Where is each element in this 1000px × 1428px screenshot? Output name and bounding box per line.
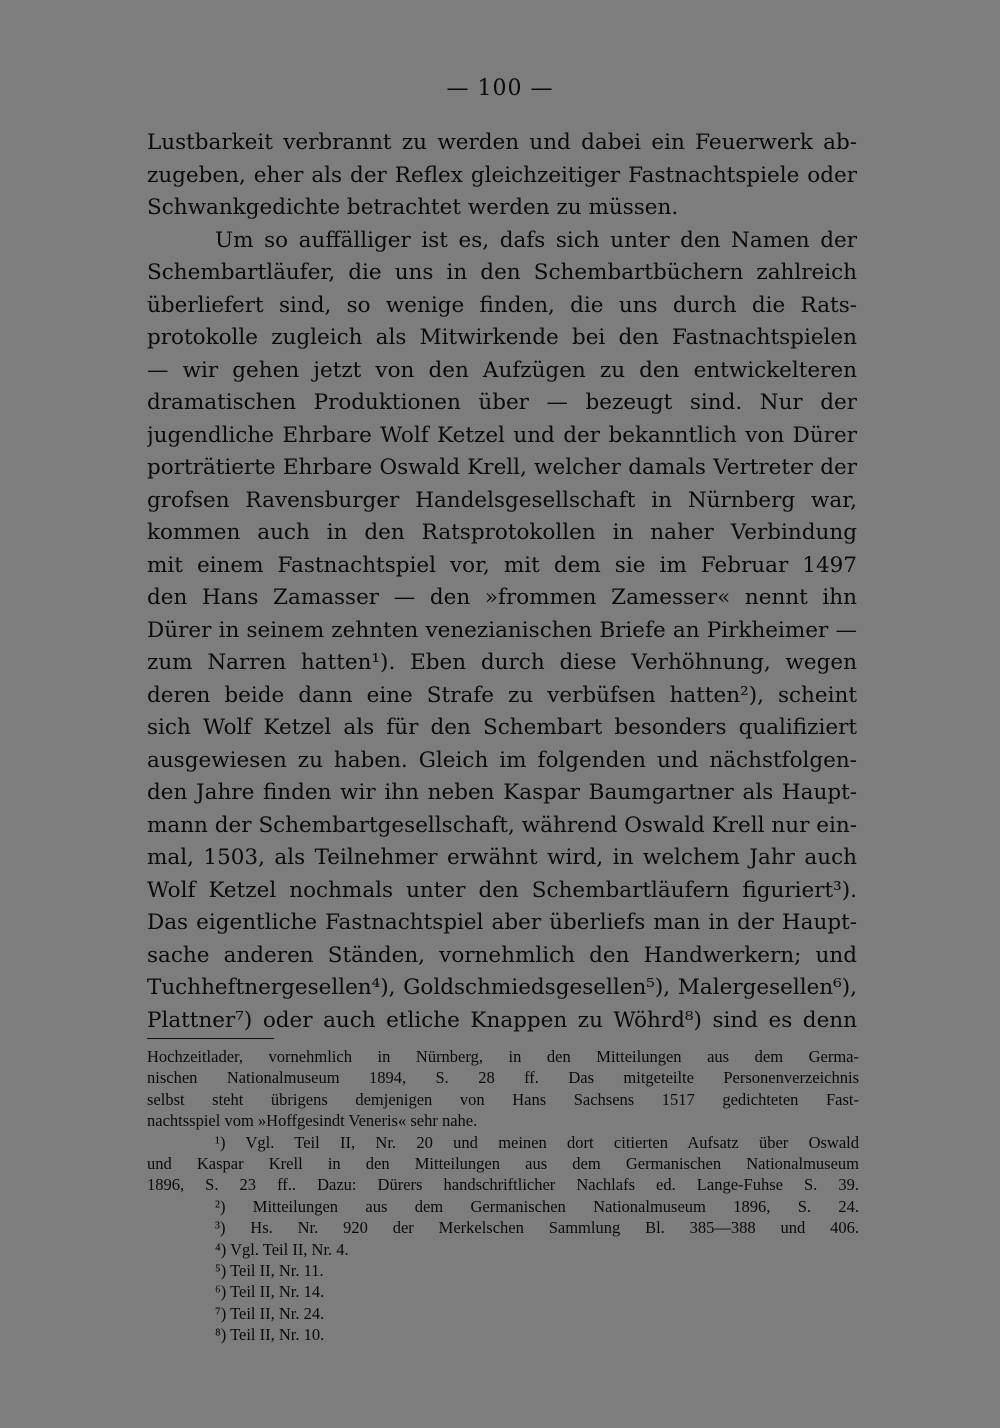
text-line: ausgewiesen zu haben. Gleich im folgenden und nächstfolgen- (147, 747, 857, 773)
footnote-7: ⁷) Teil II, Nr. 24. (215, 1303, 325, 1323)
text-line: Um so auffälliger ist es, dafs sich unter den Namen der (215, 227, 857, 253)
text-line: den Jahre finden wir ihn neben Kaspar Baumgartner als Haupt- (147, 780, 857, 805)
text-line: kommen auch in den Ratsprotokollen in naher Verbindung (147, 520, 857, 545)
footnote-5: ⁵) Teil II, Nr. 11. (215, 1260, 324, 1280)
footnote-line: nischen Nationalmuseum 1894, S. 28 ff. Das mitgeteilte Personenverzeichnis (147, 1068, 859, 1088)
text-line: Schwankgedichte betrachtet werden zu müssen. (147, 195, 679, 220)
text-line: jugendliche Ehrbare Wolf Ketzel und der bekanntlich von Dürer (147, 422, 857, 448)
text-line: Wolf Ketzel nochmals unter den Schembartläufern figuriert³). (147, 877, 857, 903)
text-line: mit einem Fastnachtspiel vor, mit dem sie im Februar 1497 (147, 552, 857, 578)
text-line: den Hans Zamasser — den »frommen Zamesser« nennt ihn (147, 585, 857, 610)
text-line: sache anderen Ständen, vornehmlich den Handwerkern; und (147, 942, 857, 968)
text-line: — wir gehen jetzt von den Aufzügen zu den entwickelteren (147, 357, 857, 383)
text-line: überliefert sind, so wenige finden, die uns durch die Rats- (147, 292, 857, 318)
text-line: mal, 1503, als Teilnehmer erwähnt wird, in welchem Jahr auch (147, 845, 857, 870)
footnote-3: ³) Hs. Nr. 920 der Merkelschen Sammlung Bl. 385—388 und 406. (215, 1218, 859, 1238)
text-line: Dürer in seinem zehnten venezianischen Briefe an Pirkheimer — (147, 617, 857, 643)
page-number: — 100 — (446, 76, 554, 101)
footnote-line: nachtsspiel vom »Hoffgesindt Veneris« sehr nahe. (147, 1111, 478, 1131)
text-line: protokolle zugleich als Mitwirkende bei den Fastnachtspielen (147, 325, 857, 350)
footnote-6: ⁶) Teil II, Nr. 14. (215, 1282, 325, 1302)
text-line: dramatischen Produktionen über — bezeugt sind. Nur der (147, 390, 857, 415)
text-line: Lustbarkeit verbrannt zu werden und dabei ein Feuerwerk ab- (147, 130, 857, 155)
text-line: Tuchheftnergesellen⁴), Goldschmiedsgesellen⁵), Malergesellen⁶), (147, 975, 857, 1000)
footnote-2: ²) Mitteilungen aus dem Germanischen Nationalmuseum 1896, S. 24. (215, 1196, 859, 1216)
main-text (147, 127, 857, 1037)
footnote-line: und Kaspar Krell in den Mitteilungen aus dem Germanischen Nationalmuseum (147, 1153, 859, 1173)
footnote-line: selbst steht übrigens demjenigen von Hans Sachsens 1517 gedichteten Fast- (147, 1089, 859, 1109)
footnotes (147, 1046, 859, 1345)
footnote-4: ⁴) Vgl. Teil II, Nr. 4. (215, 1239, 349, 1259)
footnote-divider (147, 1038, 274, 1039)
text-line: mann der Schembartgesellschaft, während Oswald Krell nur ein- (147, 812, 857, 838)
text-line: sich Wolf Ketzel als für den Schembart besonders qualifiziert (147, 715, 857, 740)
text-line: deren beide dann eine Strafe zu verbüfsen hatten²), scheint (147, 682, 857, 708)
text-line: Schembartläufer, die uns in den Schembartbüchern zahlreich (147, 260, 857, 285)
text-line: zugeben, eher als der Reflex gleichzeitiger Fastnachtspiele oder (147, 162, 857, 188)
text-line: porträtierte Ehrbare Oswald Krell, welcher damals Vertreter der (147, 455, 857, 480)
footnote-8: ⁸) Teil II, Nr. 10. (215, 1325, 325, 1345)
text-line: Plattner⁷) oder auch etliche Knappen zu Wöhrd⁸) sind es denn (147, 1007, 857, 1033)
footnote-line: 1896, S. 23 ff.. Dazu: Dürers handschriftlicher Nachlafs ed. Lange-Fuhse S. 39. (147, 1175, 859, 1195)
text-line: zum Narren hatten¹). Eben durch diese Verhöhnung, wegen (147, 650, 857, 675)
text-line: grofsen Ravensburger Handelsgesellschaft in Nürnberg war, (147, 487, 857, 513)
footnote-line: Hochzeitlader, vornehmlich in Nürnberg, in den Mitteilungen aus dem Germa- (147, 1047, 859, 1066)
text-line: Das eigentliche Fastnachtspiel aber überliefs man in der Haupt- (147, 910, 857, 935)
footnote-1: ¹) Vgl. Teil II, Nr. 20 und meinen dort citierten Aufsatz über Oswald (215, 1132, 859, 1152)
